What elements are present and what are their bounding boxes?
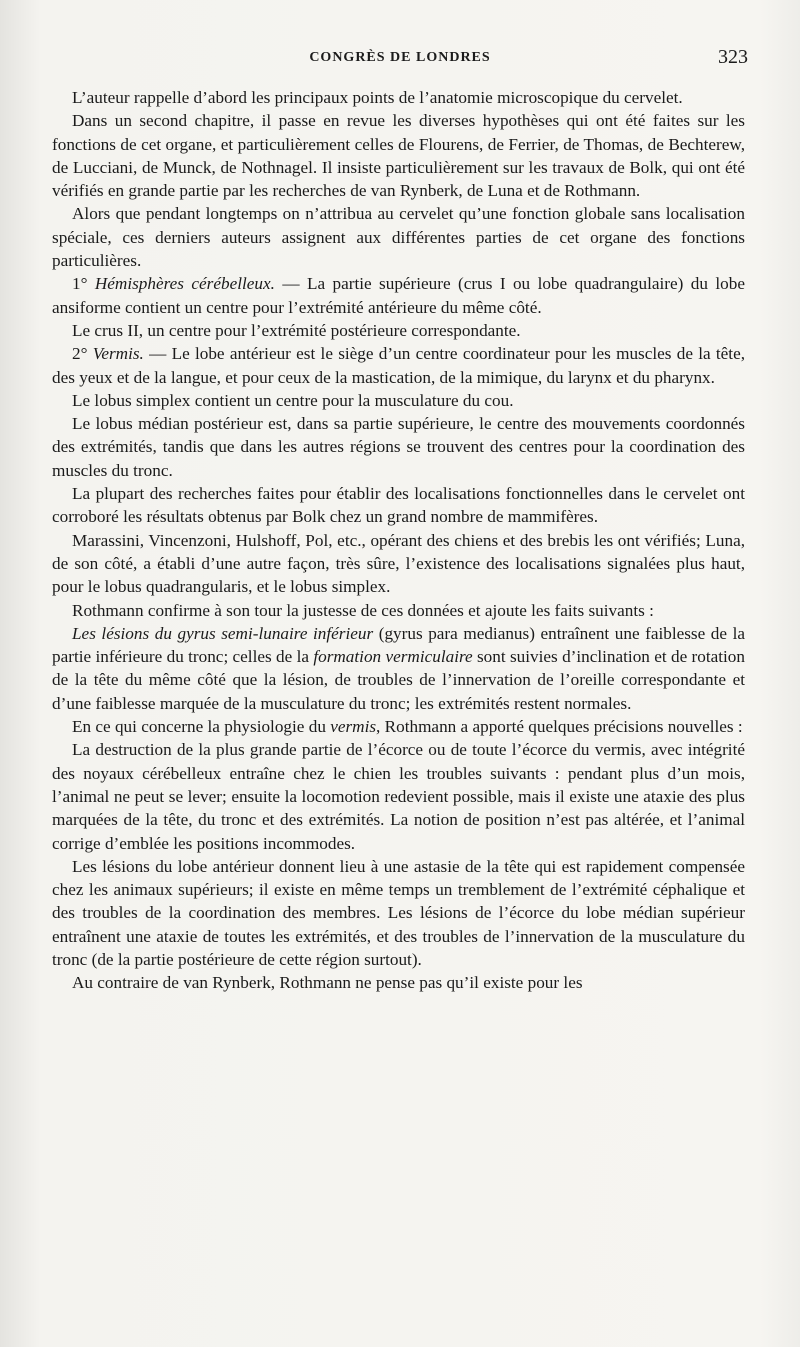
paragraph: Dans un second chapitre, il passe en revue les diverses hypothèses qui ont été faites sur les fonctions de cet organe, et particulièrement celles de Flourens, de Ferrier, de Thomas, de Bechterew, de Lucciani, de Munck, de Nothnagel. Il insiste particulièrement sur les travaux de Bolk, qui ont été vérifiés en grande partie par les recherches de van Rynberk, de Luna et de Rothmann.: [52, 111, 745, 201]
paragraph: Alors que pendant longtemps on n’attribua au cervelet qu’une fonction globale sans localisation spéciale, ces derniers auteurs assignent aux différentes parties de cet organe des fonctions particulières.: [52, 204, 745, 271]
running-title: CONGRÈS DE LONDRES: [309, 50, 491, 65]
page-header: [52, 46, 748, 74]
paragraph: En ce qui concerne la physiologie du vermis, Rothmann a apporté quelques précisions nouvelles :: [72, 717, 743, 737]
section-heading: Hémisphères cérébelleux.: [94, 274, 275, 294]
section-heading: Vermis.: [92, 344, 144, 364]
page-number: 323: [718, 46, 748, 68]
italic-term: vermis: [330, 717, 377, 737]
paragraph: 2° Vermis. — Le lobe antérieur est le siège d’un centre coordinateur pour les muscles de la tête, des yeux et de la langue, et pour ceux de la mastication, de la mimique, du larynx et du pharynx.: [52, 344, 746, 387]
paragraph: 1° Hémisphères cérébelleux. — La partie supérieure (crus I ou lobe quadrangulaire) du lobe ansiforme contient un centre pour l’extrémité antérieure du même côté.: [52, 274, 745, 317]
paragraph: La destruction de la plus grande partie de l’écorce ou de toute l’écorce du vermis, avec intégrité des noyaux cérébelleux entraîne chez le chien les troubles suivants : pendant plus d’un mois, l’animal ne peut se lever; ensuite la locomotion redevient possible, mais il existe une ataxie des plus marquées de la tête, du tronc et des extrémités. La notion de position n’est pas altérée, et l’animal corrige d’emblée les positions incommodes.: [52, 740, 745, 853]
paragraph: L’auteur rappelle d’abord les principaux points de l’anatomie microscopique du cervelet.: [72, 88, 683, 107]
italic-term: formation vermiculaire: [313, 647, 473, 667]
paragraph: Les lésions du gyrus semi-lunaire inférieur (gyrus para medianus) entraînent une faiblesse de la partie inférieure du tronc; celles de la formation vermiculaire sont suivies d’inclination et de rotation de la tête du même côté que la lésion, de troubles de l’innervation de l’oreille correspondante et d’une faiblesse marquée de la musculature du tronc; les extrémités restent normales.: [52, 623, 745, 713]
body-text: [52, 86, 745, 995]
paragraph: Le lobus simplex contient un centre pour la musculature du cou.: [72, 390, 514, 410]
paragraph: Au contraire de van Rynberk, Rothmann ne pense pas qu’il existe pour les: [72, 973, 583, 993]
paragraph: Le lobus médian postérieur est, dans sa partie supérieure, le centre des mouvements coordonnés des extrémités, tandis que dans les autres régions se trouvent des centres pour la coordination des muscles du tronc.: [52, 414, 745, 480]
paragraph: Le crus II, un centre pour l’extrémité postérieure correspondante.: [72, 320, 521, 340]
paragraph: Les lésions du lobe antérieur donnent lieu à une astasie de la tête qui est rapidement compensée chez les animaux supérieurs; il existe en même temps un tremblement de l’extrémité céphalique et des troubles de la coordination des membres. Les lésions de l’écorce du lobe médian supérieur entraînent une ataxie de toutes les extrémités, et des troubles de l’innervation de la musculature du tronc (de la partie postérieure de cette région surtout).: [52, 856, 745, 969]
italic-term: Les lésions du gyrus semi-lunaire inférieur: [72, 623, 374, 643]
paragraph: La plupart des recherches faites pour établir des localisations fonctionnelles dans le cervelet ont corroboré les résultats obtenus par Bolk chez un grand nombre de mammifères.: [52, 484, 745, 527]
paragraph: Marassini, Vincenzoni, Hulshoff, Pol, etc., opérant des chiens et des brebis les ont vérifiés; Luna, de son côté, a établi d’une autre façon, très sûre, l’existence des localisations signalées plus haut, pour le lobus quadrangularis, et le lobus simplex.: [52, 530, 745, 597]
paragraph: Rothmann confirme à son tour la justesse de ces données et ajoute les faits suivants :: [72, 600, 654, 620]
